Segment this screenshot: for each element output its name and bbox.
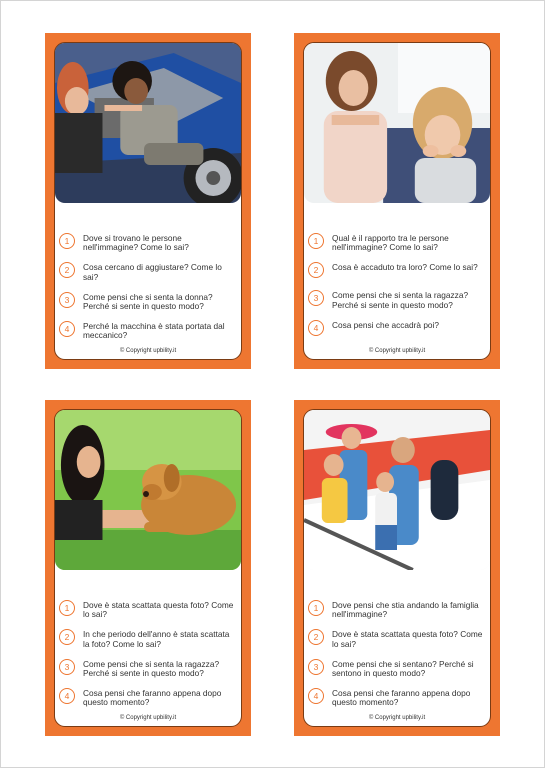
question-item [308, 629, 486, 648]
number-badge: 1 [59, 600, 75, 616]
question-item [59, 292, 237, 311]
card-content [54, 409, 242, 727]
question-card-4 [294, 400, 500, 736]
question-item [308, 290, 486, 309]
question-text: Come pensi che si senta la ragazza? Perché si sente in questo modo? [332, 290, 469, 310]
question-text: Cosa pensi che accadrà poi? [332, 319, 440, 330]
question-item [59, 321, 237, 340]
question-text: Dove è stata scattata questa foto? Come lo sai? [332, 629, 483, 649]
card-content [303, 42, 491, 360]
question-item [59, 659, 237, 678]
question-list [308, 600, 486, 718]
mechanic-photo [55, 43, 241, 203]
number-badge: 2 [59, 262, 75, 278]
mother-daughter-photo [304, 43, 490, 203]
question-item [59, 262, 237, 281]
family-travel-photo [304, 410, 490, 570]
question-item [59, 688, 237, 707]
question-list [59, 233, 237, 351]
question-item [308, 233, 486, 252]
question-item [59, 629, 237, 648]
question-item [59, 233, 237, 252]
question-text: Cosa cercano di aggiustare? Come lo sai? [83, 262, 222, 282]
question-text: Perché la macchina è stata portata dal meccanico? [83, 321, 225, 341]
copyright-note: © Copyright upbility.it [119, 715, 177, 721]
number-badge: 4 [308, 320, 324, 336]
number-badge: 4 [308, 688, 324, 704]
question-list [308, 233, 486, 348]
question-text: Dove si trovano le persone nell'immagine? Come lo sai? [83, 233, 189, 253]
question-text: Come pensi che si sentano? Perché si sentono in questo modo? [332, 658, 474, 679]
question-item [308, 659, 486, 678]
copyright-note: © Copyright upbility.it [368, 348, 426, 354]
number-badge: 1 [308, 233, 324, 249]
number-badge: 3 [59, 292, 75, 308]
question-card-2 [294, 33, 500, 369]
copyright-note: © Copyright upbility.it [368, 715, 426, 721]
question-card-1 [45, 33, 251, 369]
question-text: Come pensi che si senta la ragazza? Perché si sente in questo modo? [83, 658, 220, 679]
question-item [59, 600, 237, 619]
question-text: Cosa pensi che faranno appena dopo questo momento? [83, 688, 222, 708]
question-text: Qual è il rapporto tra le persone nell'immagine? Come lo sai? [332, 233, 449, 253]
number-badge: 1 [59, 233, 75, 249]
question-text: Come pensi che si senta la donna? Perché si sente in questo modo? [83, 291, 213, 312]
number-badge: 1 [308, 600, 324, 616]
number-badge: 3 [308, 659, 324, 675]
question-text: Cosa pensi che faranno appena dopo questo momento? [332, 688, 471, 708]
number-badge: 2 [59, 629, 75, 645]
question-list [59, 600, 237, 718]
number-badge: 2 [308, 262, 324, 278]
question-item [308, 688, 486, 707]
question-text: Dove è stata scattata questa foto? Come lo sai? [83, 600, 234, 620]
card-content [303, 409, 491, 727]
question-card-3 [45, 400, 251, 736]
number-badge: 3 [59, 659, 75, 675]
copyright-note: © Copyright upbility.it [119, 348, 177, 354]
number-badge: 2 [308, 629, 324, 645]
number-badge: 4 [59, 688, 75, 704]
question-text: Dove pensi che stia andando la famiglia nell'immagine? [332, 600, 479, 620]
number-badge: 3 [308, 290, 324, 306]
question-item [308, 262, 486, 280]
question-item [308, 320, 486, 338]
question-text: Cosa è accaduto tra loro? Come lo sai? [332, 262, 478, 273]
question-item [308, 600, 486, 619]
question-text: In che periodo dell'anno è stata scattata la foto? Come lo sai? [83, 629, 230, 649]
number-badge: 4 [59, 321, 75, 337]
card-content [54, 42, 242, 360]
girl-dog-photo [55, 410, 241, 570]
